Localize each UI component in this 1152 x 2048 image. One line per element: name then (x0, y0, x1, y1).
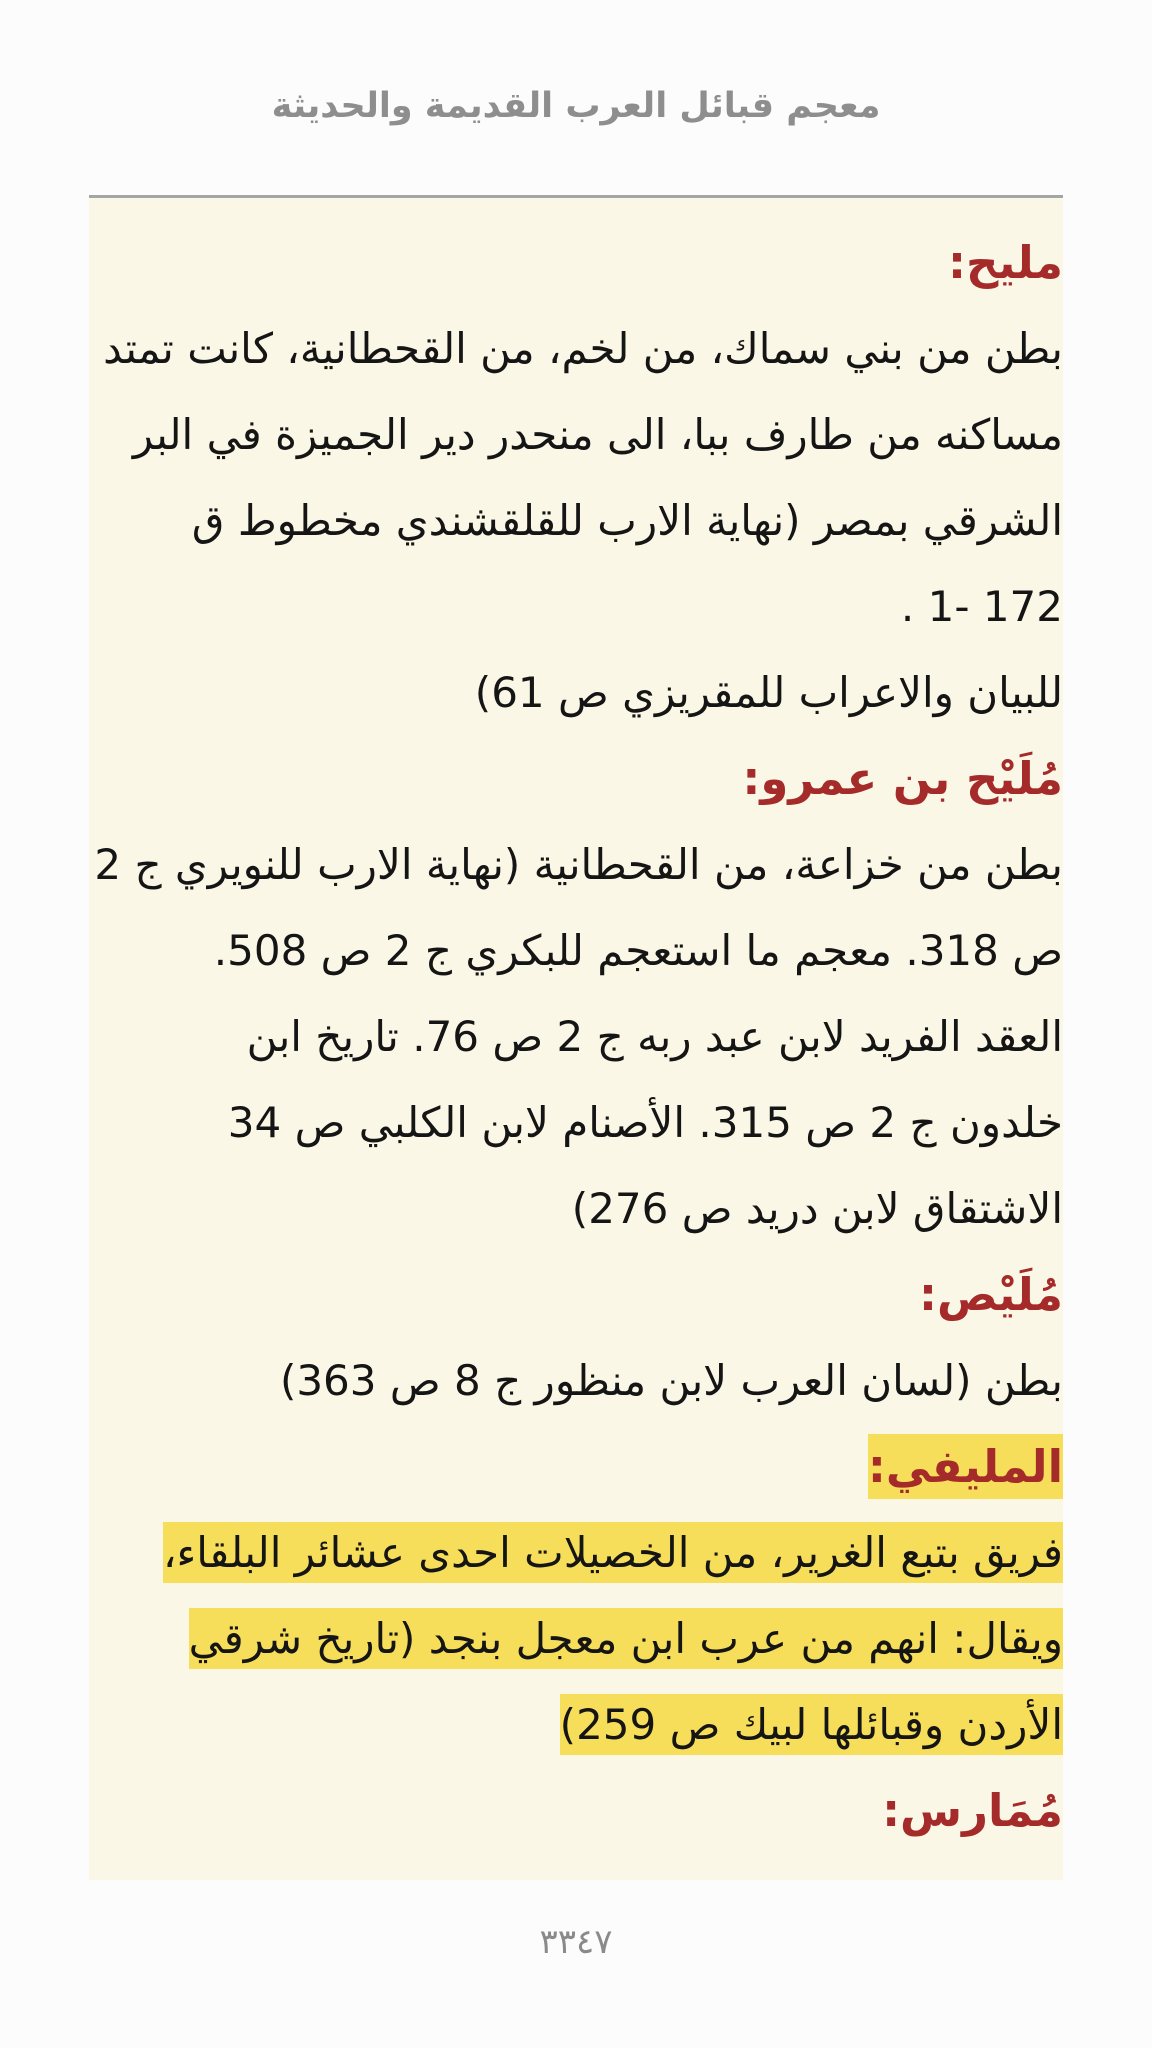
entry-text-line: للبيان والاعراب للمقريزي ص 61) (474, 668, 1063, 717)
entry-text-line: خلدون ج 2 ص 315. الأصنام لابن الكلبي ص 34 (227, 1098, 1063, 1147)
entry-heading-mulays: مُلَيْص: (919, 1268, 1063, 1321)
entry-text-line: الشرقي بمصر (نهاية الارب للقلقشندي مخطوط ق (191, 496, 1063, 545)
entry-heading-al-mulayfi (89, 1424, 1063, 1510)
entry-text-line: 172 -1 . (900, 582, 1063, 631)
page-content (89, 220, 1063, 1854)
text-highlight[interactable]: المليفي: (868, 1434, 1063, 1499)
text-highlight[interactable]: ويقال: انهم من عرب ابن معجل بنجد (تاريخ شرقي (189, 1608, 1063, 1669)
entry-text-line (89, 1682, 1063, 1768)
text-highlight[interactable]: الأردن وقبائلها لبيك ص 259) (560, 1694, 1063, 1755)
text-highlight[interactable]: فريق بتبع الغرير، من الخصيلات احدى عشائر البلقاء، (163, 1522, 1063, 1583)
entry-heading-mumaris: مُمَارس: (882, 1784, 1063, 1837)
entry-text-line: بطن من بني سماك، من لخم، من القحطانية، كانت تمتد (103, 324, 1063, 373)
entry-text-line (89, 1596, 1063, 1682)
entry-text-line: مساكنه من طارف ببا، الى منحدر دير الجميزة في البر (132, 410, 1063, 459)
entry-text-line: ص 318. معجم ما استعجم للبكري ج 2 ص 508. (213, 926, 1063, 975)
page-body[interactable] (89, 198, 1063, 1880)
entry-text-line: الاشتقاق لابن دريد ص 276) (571, 1184, 1063, 1233)
page-number: ٣٣٤٧ (539, 1922, 613, 1962)
book-title: معجم قبائل العرب القديمة والحديثة (271, 86, 881, 126)
entry-heading-malih: مليح: (947, 236, 1063, 289)
entry-text-line (89, 1510, 1063, 1596)
entry-text-line: بطن من خزاعة، من القحطانية (نهاية الارب للنويري ج 2 (94, 840, 1063, 889)
entry-text-line: بطن (لسان العرب لابن منظور ج 8 ص 363) (279, 1356, 1063, 1405)
entry-text-line: العقد الفريد لابن عبد ربه ج 2 ص 76. تاريخ ابن (246, 1012, 1063, 1061)
entry-heading-mulayh-bin-amr: مُلَيْح بن عمرو: (742, 752, 1063, 805)
